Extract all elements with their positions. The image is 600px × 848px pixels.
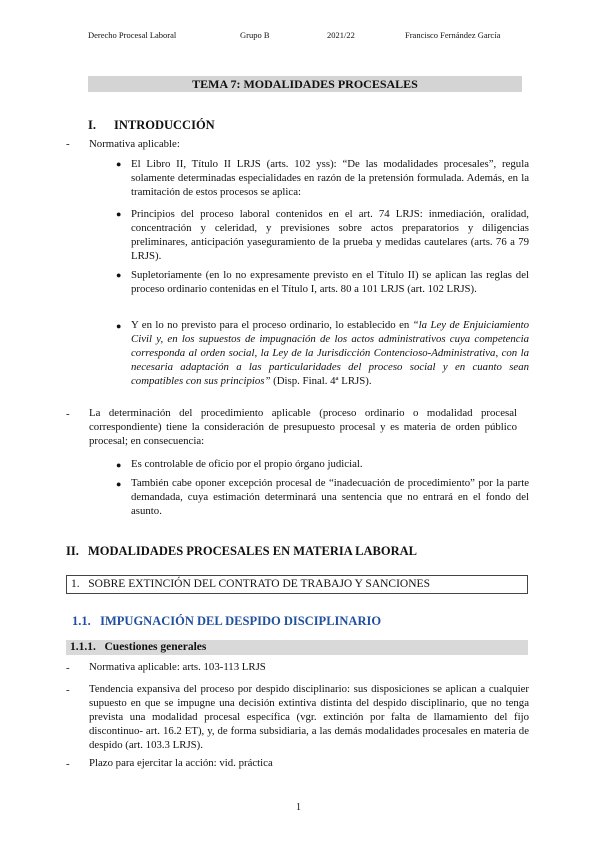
header-group: Grupo B (240, 30, 270, 40)
bullet-text: Principios del proceso laboral contenidos en el art. 74 LRJS: inmediación, oralidad, concentración y celeridad, y previsiones sobre actos preparatorios y diligencias preliminares, anticipación yaseguramiento de la prueba y medidas cautelares (arts. 76 a 79 LRJS). (131, 208, 529, 262)
bullet-text: El Libro II, Título II LRJS (arts. 102 yss): “De las modalidades procesales”, regula solamente determinadas especialidades en razón de la pretensión formulada. Además, en la tramitación de estos procesos se aplica: (131, 158, 529, 198)
page-number: 1 (296, 802, 301, 813)
list-item: Tendencia expansiva del proceso por despido disciplinario: sus disposiciones se aplican a cualquier supuesto en que se impugne una decisión extintiva distinta del despido disciplinario, que no tenga prevista una modalidad procesal específica (vgr. extinción por falta de llamamiento del fijo discontinuo- art. 16.2 ET), y, de forma subsidiaria, a las demás modalidades procesales en materia de despido (art. 103.3 LRJS). (89, 683, 529, 751)
subsection-box (66, 575, 528, 594)
bullet-text-end: (Disp. Final. 4ª LRJS). (270, 375, 372, 387)
section-2-heading (66, 544, 417, 559)
dash-marker: - (66, 138, 70, 150)
bullet-text: También cabe oponer excepción procesal de “inadecuación de procedimiento” por la parte demandada, cuya estimación determinará una sentencia que no entrará en el fondo del asunto. (131, 477, 529, 517)
bullet-marker: ● (116, 460, 122, 470)
list-item: Plazo para ejercitar la acción: vid. práctica (89, 757, 273, 769)
normativa-label: Normativa aplicable: (89, 138, 180, 150)
dash-marker: - (66, 684, 70, 696)
bullet-text: Supletoriamente (en lo no expresamente previsto en el Título II) se aplican las reglas del proceso ordinario contenidas en el Título I, arts. 80 a 101 LRJS (art. 102 LRJS). (131, 269, 529, 295)
bullet-marker: ● (116, 159, 122, 169)
page-title: TEMA 7: MODALIDADES PROCESALES (88, 76, 522, 92)
bullet-marker: ● (116, 479, 122, 489)
section-1-number: I. (88, 118, 96, 132)
bullet-marker: ● (116, 270, 122, 280)
subsubsection-heading (66, 640, 528, 655)
section-1-title: INTRODUCCIÓN (114, 118, 215, 132)
procedure-paragraph: La determinación del procedimiento aplicable (proceso ordinario o modalidad procesal correspondiente) tiene la consideración de presupuesto procesal y es materia de orden público procesal; en consecuencia: (89, 407, 517, 447)
section-1-heading (88, 118, 215, 133)
dash-marker: - (66, 662, 70, 674)
bullet-marker: ● (116, 209, 122, 219)
section-2-number: II. (66, 544, 79, 558)
bullet-text (131, 318, 529, 388)
bullet-marker: ● (116, 321, 122, 331)
bullet-text-start: Y en lo no previsto para el proceso ordinario, lo establecido en (131, 319, 413, 331)
header-course: Derecho Procesal Laboral (88, 30, 177, 40)
quoted-law-text: “la Ley de Enjuiciamiento Civil y, en los supuestos de impugnación de los actos administrativos cuya competencia corresponda al orden social, la Ley de la Jurisdicción Contencioso-Administrativa, con la necesaria adaptación a las particularidades del proceso social y en cuanto sean compatibles con sus principios” (131, 319, 530, 387)
bullet-text: Es controlable de oficio por el propio órgano judicial. (131, 458, 363, 470)
dash-marker: - (66, 408, 70, 420)
section-2-title: MODALIDADES PROCESALES EN MATERIA LABORAL (88, 544, 417, 558)
subsubsection-title: 1.1.1. Cuestiones generales (70, 641, 207, 653)
subsection-heading: 1.1. IMPUGNACIÓN DEL DESPIDO DISCIPLINARIO (72, 614, 382, 628)
header-year: 2021/22 (327, 30, 355, 40)
dash-marker: - (66, 758, 70, 770)
subsection-box-label: 1. SOBRE EXTINCIÓN DEL CONTRATO DE TRABAJO Y SANCIONES (71, 578, 430, 590)
header-author: Francisco Fernández García (405, 30, 501, 40)
list-item: Normativa aplicable: arts. 103-113 LRJS (89, 661, 266, 673)
